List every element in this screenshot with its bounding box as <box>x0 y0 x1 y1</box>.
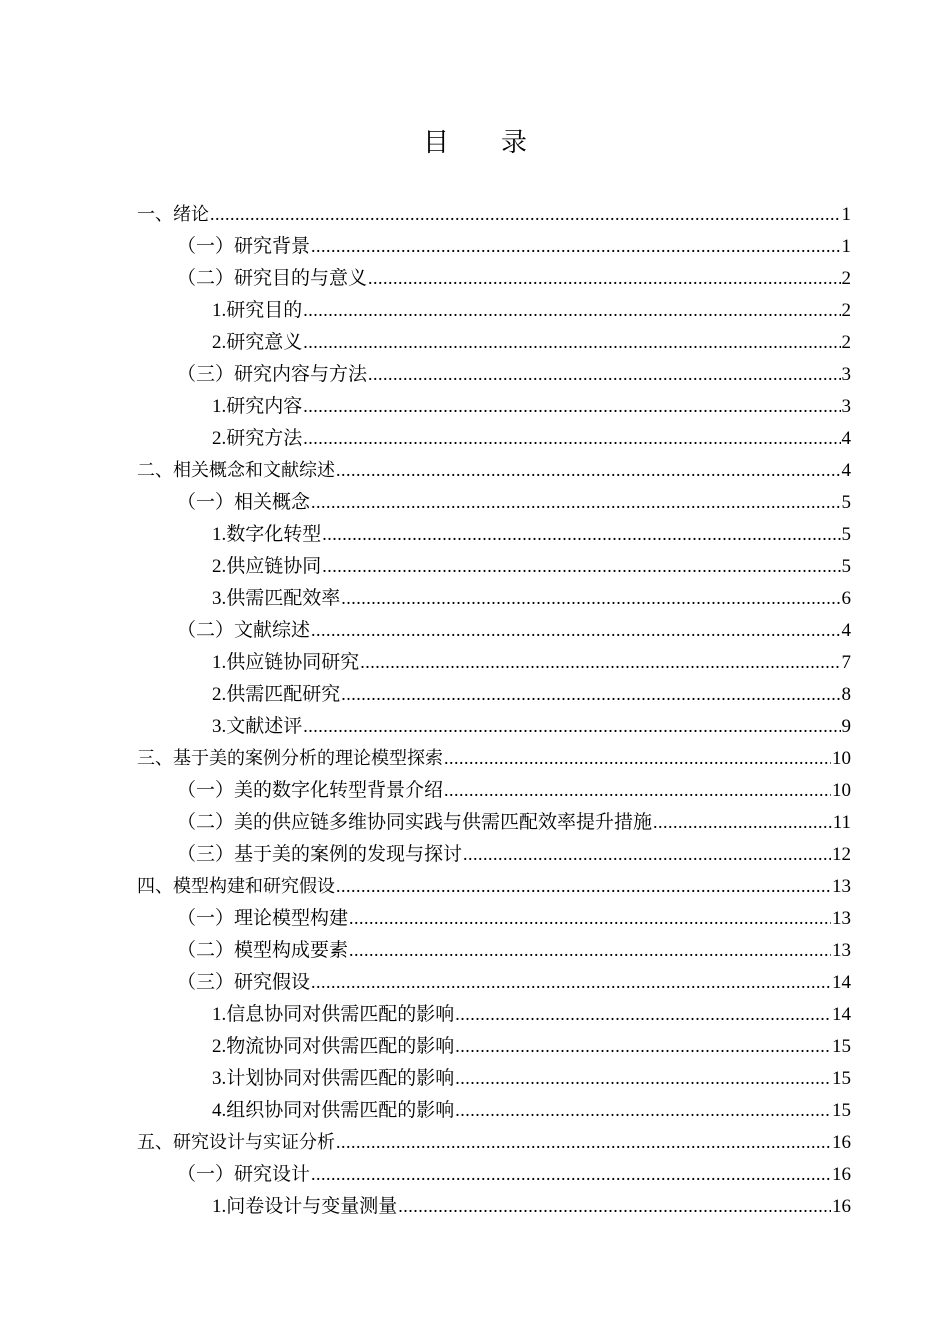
toc-entry-label: （二）研究目的与意义 <box>177 268 368 289</box>
toc-entry[interactable] <box>137 998 851 1030</box>
toc-entry[interactable] <box>137 1126 851 1158</box>
toc-entry[interactable] <box>137 934 851 966</box>
toc-entry-page-number: 3 <box>841 396 851 417</box>
toc-entry-label: 二、相关概念和文献综述 <box>137 460 335 481</box>
dot-leader <box>311 966 831 998</box>
toc-entry[interactable] <box>137 806 851 838</box>
toc-entry[interactable] <box>137 614 851 646</box>
toc-entry-label: （三）基于美的案例的发现与探讨 <box>177 844 463 865</box>
toc-entry[interactable] <box>137 262 851 294</box>
toc-entry-label: （三）研究内容与方法 <box>177 364 368 385</box>
toc-entry-label: （一）相关概念 <box>177 492 311 513</box>
dot-leader <box>360 646 840 678</box>
toc-entry[interactable] <box>137 966 851 998</box>
toc-entry[interactable] <box>137 1190 851 1222</box>
dot-leader <box>444 774 831 806</box>
toc-entry[interactable] <box>137 646 851 678</box>
dot-leader <box>455 1062 831 1094</box>
toc-entry[interactable] <box>137 486 851 518</box>
toc-entry-label: （二）文献综述 <box>177 620 311 641</box>
toc-entry-page-number: 16 <box>832 1196 851 1217</box>
dot-leader <box>349 934 831 966</box>
toc-entry-page-number: 4 <box>841 460 851 481</box>
toc-entry-page-number: 13 <box>832 908 851 929</box>
toc-entry-page-number: 10 <box>832 780 851 801</box>
toc-entry-label: （二）美的供应链多维协同实践与供需匹配效率提升措施 <box>177 812 653 833</box>
toc-entry-page-number: 4 <box>841 620 851 641</box>
dot-leader <box>455 1094 831 1126</box>
toc-entry-page-number: 3 <box>841 364 851 385</box>
dot-leader <box>336 1126 831 1158</box>
toc-entry-page-number: 15 <box>832 1036 851 1057</box>
toc-entry-page-number: 16 <box>832 1164 851 1185</box>
toc-entry-page-number: 10 <box>832 748 851 769</box>
toc-entry-label: （一）理论模型构建 <box>177 908 349 929</box>
toc-entry[interactable] <box>137 710 851 742</box>
toc-entry-page-number: 15 <box>832 1100 851 1121</box>
toc-entry-page-number: 11 <box>832 812 851 833</box>
toc-entry[interactable] <box>137 1062 851 1094</box>
dot-leader <box>303 390 840 422</box>
dot-leader <box>311 614 840 646</box>
toc-entry-label: 2.研究方法 <box>212 428 303 449</box>
toc-entry-page-number: 6 <box>841 588 851 609</box>
toc-entry-label: 三、基于美的案例分析的理论模型探索 <box>137 748 443 769</box>
toc-entry[interactable] <box>137 902 851 934</box>
toc-entry-label: （二）模型构成要素 <box>177 940 349 961</box>
toc-entry[interactable] <box>137 294 851 326</box>
toc-entry-page-number: 2 <box>841 300 851 321</box>
dot-leader <box>341 582 840 614</box>
toc-entry-label: 3.文献述评 <box>212 716 303 737</box>
dot-leader <box>336 870 831 902</box>
dot-leader <box>368 262 840 294</box>
toc-entry-label: 1.问卷设计与变量测量 <box>212 1196 398 1217</box>
dot-leader <box>311 486 840 518</box>
toc-entry-page-number: 5 <box>841 524 851 545</box>
toc-entry-page-number: 7 <box>841 652 851 673</box>
dot-leader <box>311 230 840 262</box>
toc-entry-page-number: 5 <box>841 556 851 577</box>
dot-leader <box>653 806 832 838</box>
dot-leader <box>336 454 841 486</box>
toc-entry[interactable] <box>137 582 851 614</box>
toc-entry-label: 2.物流协同对供需匹配的影响 <box>212 1036 455 1057</box>
toc-entry[interactable] <box>137 518 851 550</box>
toc-entry-label: 2.研究意义 <box>212 332 303 353</box>
toc-entry[interactable] <box>137 742 851 774</box>
dot-leader <box>303 294 840 326</box>
dot-leader <box>322 550 840 582</box>
toc-entry-page-number: 16 <box>832 1132 851 1153</box>
toc-entry-page-number: 14 <box>832 1004 851 1025</box>
toc-entry-page-number: 5 <box>841 492 851 513</box>
dot-leader <box>349 902 831 934</box>
dot-leader <box>303 422 840 454</box>
toc-entry[interactable] <box>137 774 851 806</box>
toc-entry[interactable] <box>137 454 851 486</box>
toc-entry[interactable] <box>137 1094 851 1126</box>
toc-entry-label: （一）美的数字化转型背景介绍 <box>177 780 444 801</box>
toc-entry-page-number: 12 <box>832 844 851 865</box>
toc-entry-label: 3.计划协同对供需匹配的影响 <box>212 1068 455 1089</box>
toc-entry-page-number: 4 <box>841 428 851 449</box>
toc-entry-label: （一）研究背景 <box>177 236 311 257</box>
toc-entry[interactable] <box>137 838 851 870</box>
toc-entry[interactable] <box>137 678 851 710</box>
toc-entry[interactable] <box>137 358 851 390</box>
dot-leader <box>311 1158 831 1190</box>
dot-leader <box>210 198 841 230</box>
toc-entry-page-number: 9 <box>841 716 851 737</box>
toc-entry-label: 2.供需匹配研究 <box>212 684 341 705</box>
toc-entry-label: 4.组织协同对供需匹配的影响 <box>212 1100 455 1121</box>
dot-leader <box>303 326 840 358</box>
dot-leader <box>341 678 840 710</box>
dot-leader <box>303 710 840 742</box>
toc-entry-label: 1.数字化转型 <box>212 524 322 545</box>
toc-entry-label: 一、绪论 <box>137 204 209 225</box>
toc-entry-label: （一）研究设计 <box>177 1164 311 1185</box>
toc-entry[interactable] <box>137 550 851 582</box>
toc-entry-label: 1.研究内容 <box>212 396 303 417</box>
toc-entry-page-number: 14 <box>832 972 851 993</box>
toc-entry[interactable] <box>137 1158 851 1190</box>
dot-leader <box>322 518 840 550</box>
toc-entry[interactable] <box>137 390 851 422</box>
toc-entry[interactable] <box>137 870 851 902</box>
toc-entry-page-number: 13 <box>832 940 851 961</box>
toc-entry-page-number: 2 <box>841 332 851 353</box>
dot-leader <box>463 838 831 870</box>
toc-entry-label: 1.研究目的 <box>212 300 303 321</box>
toc-entry[interactable] <box>137 326 851 358</box>
toc-entry[interactable] <box>137 198 851 230</box>
toc-entry-label: 四、模型构建和研究假设 <box>137 876 335 897</box>
toc-entry-label: 2.供应链协同 <box>212 556 322 577</box>
toc-entry-page-number: 13 <box>832 876 851 897</box>
toc-entry[interactable] <box>137 230 851 262</box>
toc-entry-page-number: 8 <box>841 684 851 705</box>
dot-leader <box>455 1030 831 1062</box>
dot-leader <box>368 358 840 390</box>
toc-entry-page-number: 2 <box>841 268 851 289</box>
toc-entry-page-number: 1 <box>841 236 851 257</box>
dot-leader <box>455 998 831 1030</box>
toc-entry-label: 五、研究设计与实证分析 <box>137 1132 335 1153</box>
toc-entry-page-number: 1 <box>841 204 851 225</box>
toc-entry[interactable] <box>137 422 851 454</box>
toc-entry-label: 3.供需匹配效率 <box>212 588 341 609</box>
toc-entry-page-number: 15 <box>832 1068 851 1089</box>
page-title: 目录 <box>422 128 579 158</box>
table-of-contents <box>137 198 851 1222</box>
toc-entry-label: 1.信息协同对供需匹配的影响 <box>212 1004 455 1025</box>
toc-entry-label: （三）研究假设 <box>177 972 311 993</box>
toc-entry[interactable] <box>137 1030 851 1062</box>
dot-leader <box>444 742 831 774</box>
dot-leader <box>398 1190 831 1222</box>
toc-entry-label: 1.供应链协同研究 <box>212 652 360 673</box>
